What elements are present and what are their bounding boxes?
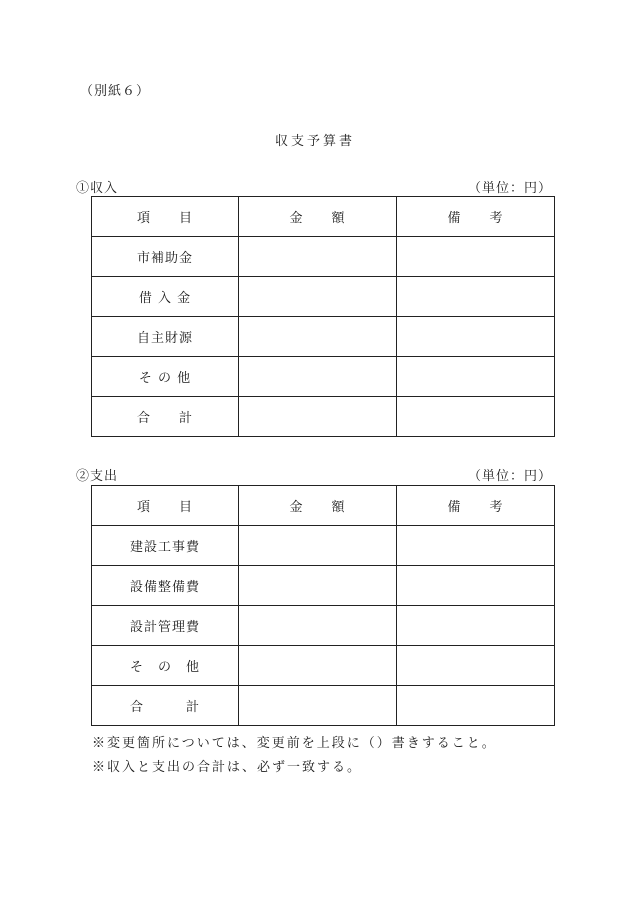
- remarks-cell[interactable]: [397, 686, 555, 726]
- remarks-cell[interactable]: [397, 397, 555, 437]
- remarks-cell[interactable]: [397, 566, 555, 606]
- document-title: 収支予算書: [274, 134, 355, 149]
- table-row: [92, 526, 555, 566]
- amount-cell[interactable]: [239, 606, 397, 646]
- amount-cell[interactable]: [239, 397, 397, 437]
- income-unit-label: （単位：円）: [467, 181, 552, 196]
- amount-cell[interactable]: [239, 686, 397, 726]
- table-row: [92, 357, 555, 397]
- amount-column-header: 金 額: [239, 197, 397, 237]
- remarks-cell[interactable]: [397, 237, 555, 277]
- amount-column-header: 金 額: [239, 486, 397, 526]
- table-row: [92, 317, 555, 357]
- amount-cell[interactable]: [239, 277, 397, 317]
- amount-cell[interactable]: [239, 237, 397, 277]
- row-label: 設備整備費: [92, 566, 239, 606]
- expense-header-row: [92, 486, 555, 526]
- table-row: [92, 277, 555, 317]
- row-label: 借 入 金: [92, 277, 239, 317]
- income-heading: ①収入: [76, 181, 119, 196]
- remarks-cell[interactable]: [397, 277, 555, 317]
- table-row: [92, 606, 555, 646]
- remarks-column-header: 備 考: [397, 486, 555, 526]
- note-change-instruction: ※変更箇所については、変更前を上段に（）書きすること。: [92, 736, 497, 751]
- note-total-match: ※収入と支出の合計は、必ず一致する。: [92, 760, 363, 775]
- row-label: 市補助金: [92, 237, 239, 277]
- remarks-cell[interactable]: [397, 357, 555, 397]
- row-label: そ の 他: [92, 646, 239, 686]
- remarks-cell[interactable]: [397, 526, 555, 566]
- item-column-header: 項 目: [92, 486, 239, 526]
- row-label: そ の 他: [92, 357, 239, 397]
- row-label: 合 計: [92, 397, 239, 437]
- amount-cell[interactable]: [239, 646, 397, 686]
- total-row: [92, 686, 555, 726]
- amount-cell[interactable]: [239, 357, 397, 397]
- table-row: [92, 646, 555, 686]
- income-header-row: [92, 197, 555, 237]
- row-label: 自主財源: [92, 317, 239, 357]
- row-label: 合 計: [92, 686, 239, 726]
- amount-cell[interactable]: [239, 526, 397, 566]
- row-label: 設計管理費: [92, 606, 239, 646]
- amount-cell[interactable]: [239, 317, 397, 357]
- table-row: [92, 237, 555, 277]
- expense-unit-label: （単位：円）: [467, 469, 552, 484]
- attachment-label: （別紙６）: [80, 84, 151, 99]
- expense-heading: ②支出: [76, 469, 119, 484]
- expense-table: [91, 485, 555, 726]
- income-table: [91, 196, 555, 437]
- remarks-cell[interactable]: [397, 606, 555, 646]
- row-label: 建設工事費: [92, 526, 239, 566]
- item-column-header: 項 目: [92, 197, 239, 237]
- table-row: [92, 566, 555, 606]
- remarks-cell[interactable]: [397, 646, 555, 686]
- total-row: [92, 397, 555, 437]
- remarks-cell[interactable]: [397, 317, 555, 357]
- remarks-column-header: 備 考: [397, 197, 555, 237]
- amount-cell[interactable]: [239, 566, 397, 606]
